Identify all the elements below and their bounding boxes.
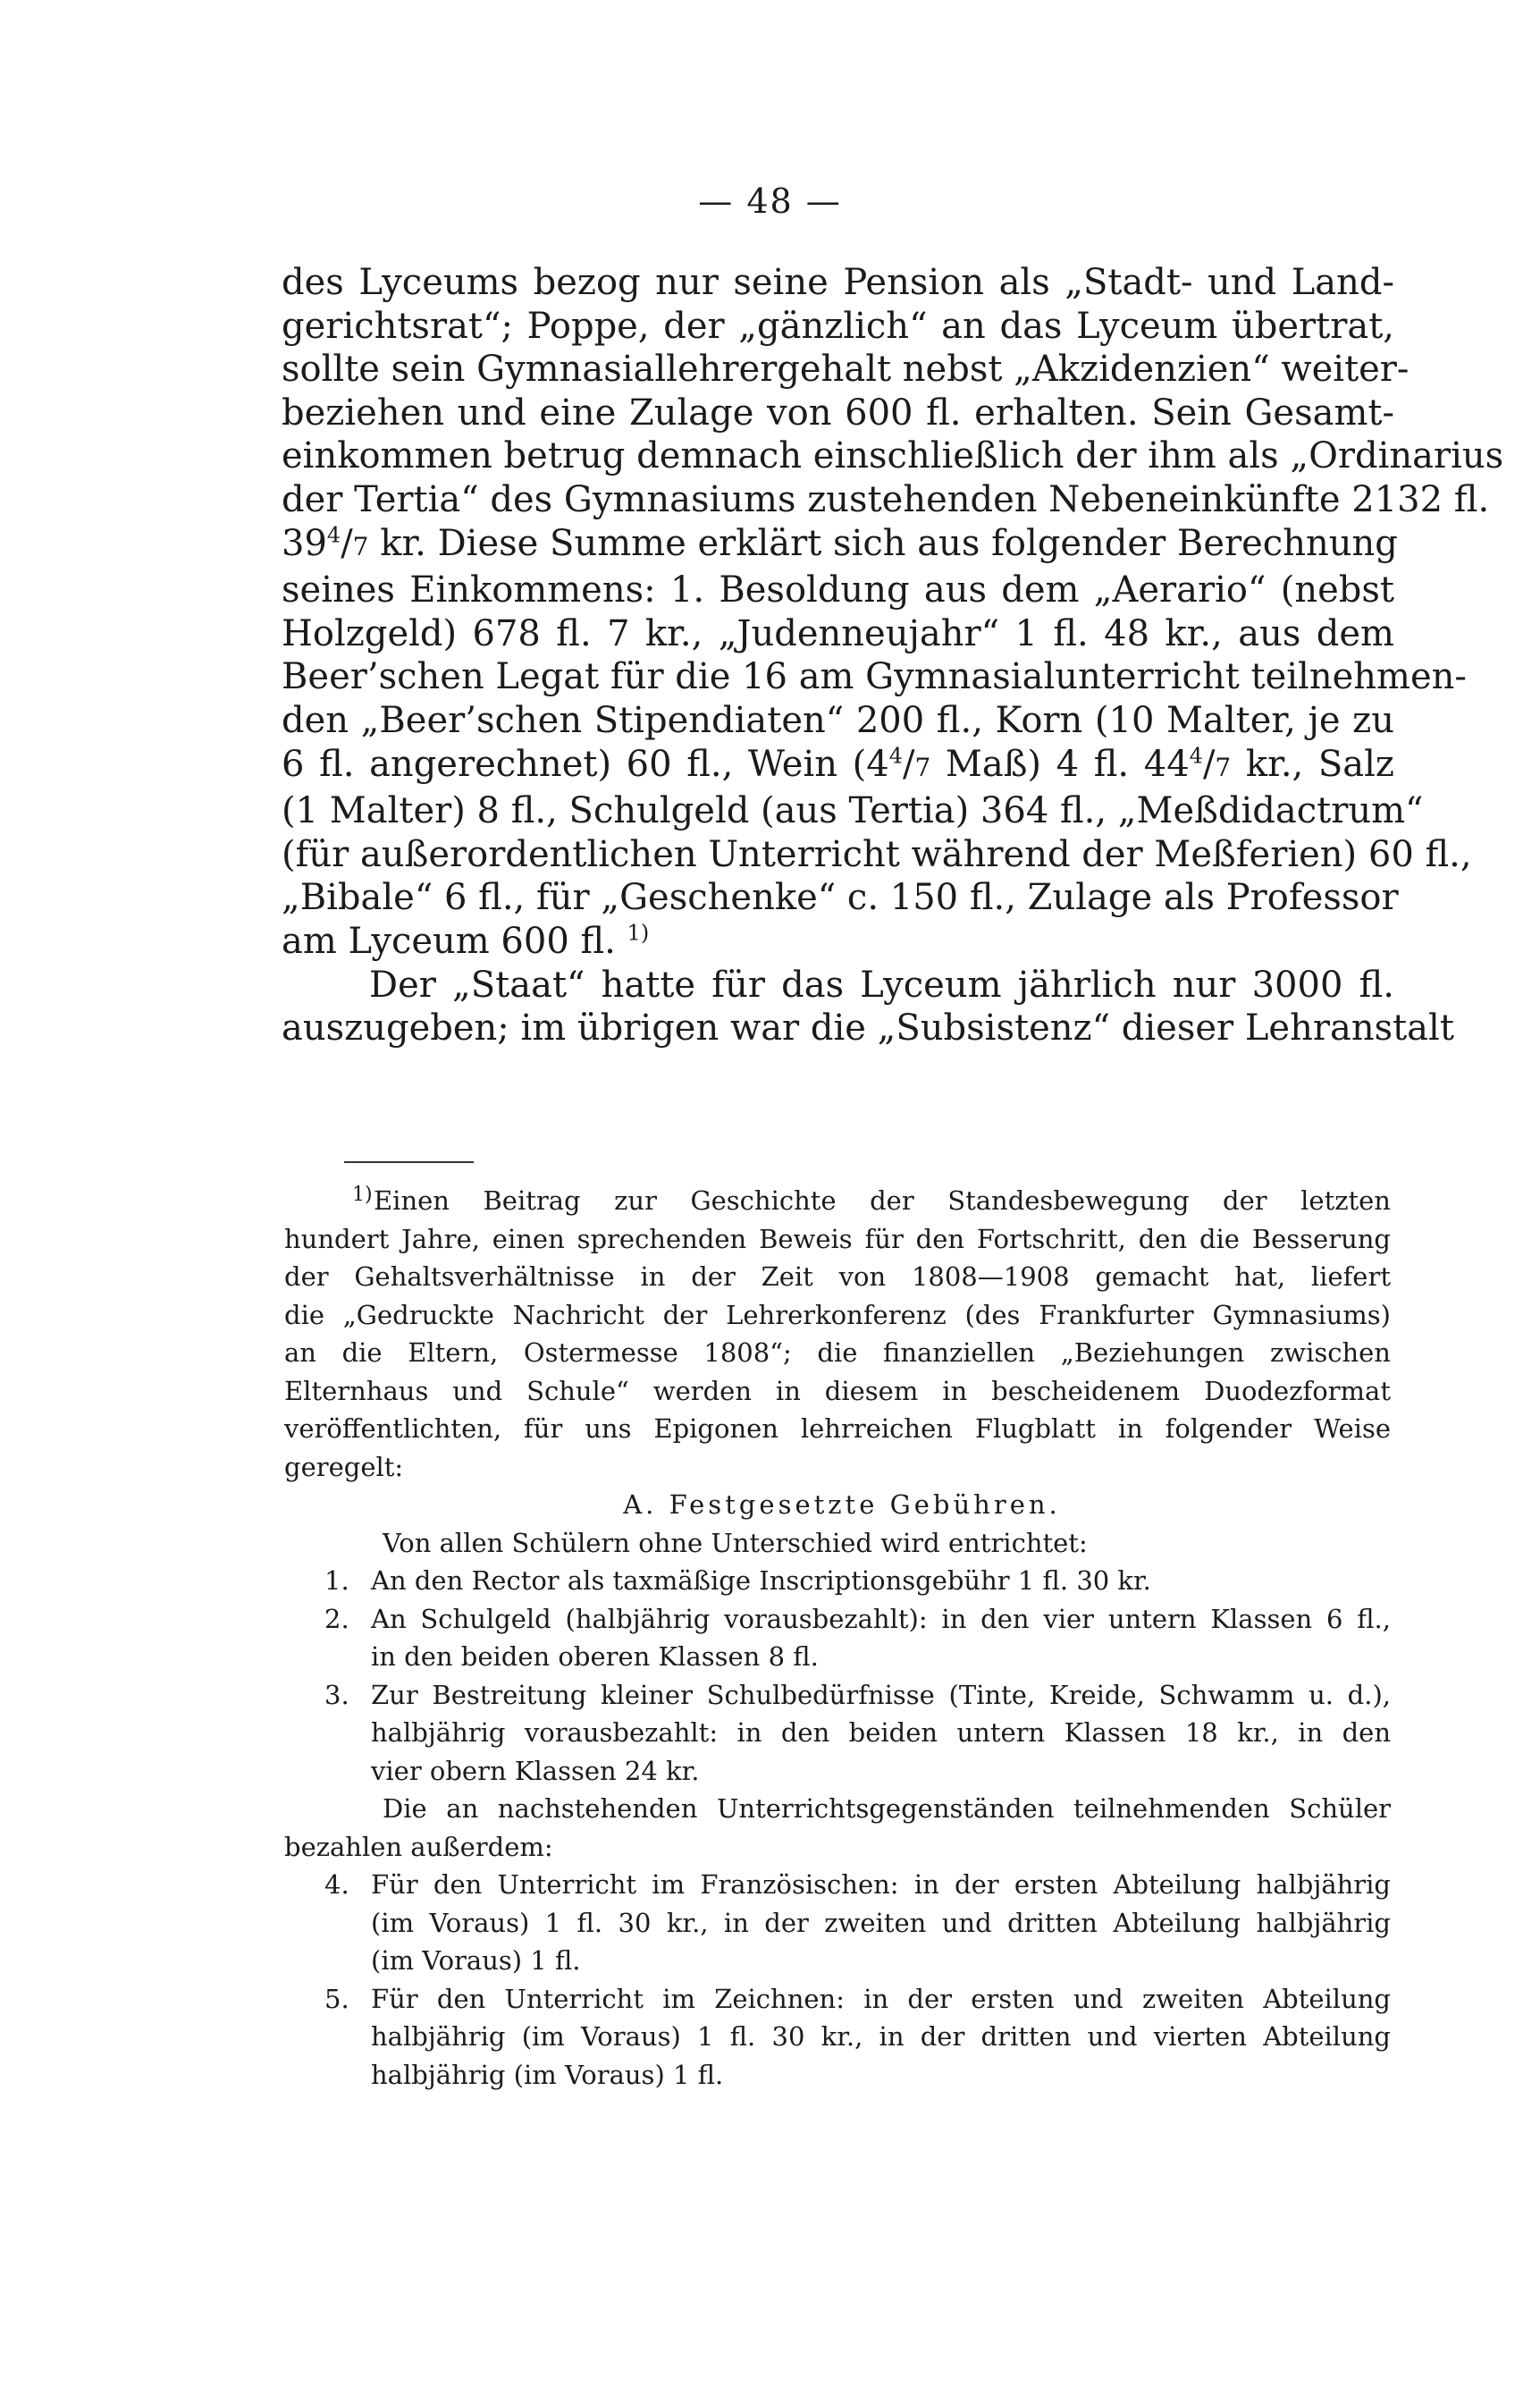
fee-item-line: An den Rector als taxmäßige Inscriptionsgebühr 1 fl. 30 kr. <box>371 1565 1151 1596</box>
footnote-line: Elternhaus und Schule“ werden in diesem in bescheidenem Duodezformat <box>284 1375 1391 1406</box>
footnote-rule <box>344 1161 474 1163</box>
main-line: beziehen und eine Zulage von 600 fl. erhalten. Sein Gesamt- <box>282 392 1394 434</box>
fee-item-line: (im Voraus) 1 fl. 30 kr., in der zweiten und dritten Abteilung halbjährig <box>371 1907 1391 1938</box>
fee-item-line: Für den Unterricht im Französischen: in der ersten Abteilung halbjährig <box>371 1869 1391 1900</box>
main-line: 6 fl. angerechnet) 60 fl., Wein ($4^4/7$ Maß) 4 fl. $44^4/7$ kr., Salz <box>282 743 1395 785</box>
footnote-line: an die Eltern, Ostermesse 1808“; die finanziellen „Beziehungen zwischen <box>284 1337 1391 1368</box>
fee-item-line: Zur Bestreitung kleiner Schulbedürfnisse (Tinte, Kreide, Schwamm u. d.), <box>371 1679 1391 1710</box>
fee-item-line: in den beiden oberen Klassen 8 fl. <box>371 1641 819 1672</box>
footnote-lead: Von allen Schülern ohne Unterschied wird entrichtet: <box>383 1527 1088 1558</box>
main-line: sollte sein Gymnasiallehrergehalt nebst „Akzidenzien“ weiter- <box>282 349 1410 391</box>
main-line: Der „Staat“ hatte für das Lyceum jährlich nur 3000 fl. <box>369 964 1394 1006</box>
fee-item-line: vier obern Klassen 24 kr. <box>371 1755 700 1786</box>
footnote-line: die „Gedruckte Nachricht der Lehrerkonferenz (des Frankfurter Gymnasiums) <box>284 1299 1391 1330</box>
fee-item-line: (im Voraus) 1 fl. <box>371 1945 581 1976</box>
main-line: einkommen betrug demnach einschließlich der ihm als „Ordinarius <box>282 435 1504 477</box>
main-line: Beer’schen Legat für die 16 am Gymnasialunterricht teilnehmen- <box>282 656 1467 698</box>
footnote-heading: A. Festgesetzte Gebühren. <box>623 1489 1061 1520</box>
fee-item-number: 3. <box>324 1679 349 1710</box>
footnote-line: 1) Einen Beitrag zur Geschichte der Standesbewegung der letzten <box>284 1182 1391 1220</box>
main-line: $39^4/7$ kr. Diese Summe erklärt sich aus folgender Berechnung <box>282 522 1398 564</box>
fee-item-line: halbjährig (im Voraus) 1 fl. <box>371 2059 724 2090</box>
footnote-line: hundert Jahre, einen sprechenden Beweis für den Fortschritt, den die Besserung <box>284 1223 1391 1254</box>
fee-item-number: 5. <box>324 1983 349 2014</box>
main-line: gerichtsrat“; Poppe, der „gänzlich“ an das Lyceum übertrat, <box>282 305 1394 347</box>
fee-item-line: halbjährig vorausbezahlt: in den beiden untern Klassen 18 kr., in den <box>371 1717 1391 1748</box>
main-line: seines Einkommens: 1. Besoldung aus dem „Aerario“ (nebst <box>282 569 1394 611</box>
fee-item <box>284 1676 1391 1791</box>
main-line: auszugeben; im übrigen war die „Subsistenz“ dieser Lehranstalt <box>282 1008 1454 1050</box>
fee-item <box>284 1980 1391 2095</box>
footnote-line: geregelt: <box>284 1451 404 1482</box>
main-line: (für außerordentlichen Unterricht während der Meßferien) 60 fl., <box>282 833 1472 875</box>
fee-item <box>284 1600 1391 1676</box>
fee-item-number: 4. <box>324 1869 349 1900</box>
fee-item-number: 2. <box>324 1603 349 1634</box>
page-number: — 48 — <box>698 181 842 221</box>
fee-item-line: An Schulgeld (halbjährig vorausbezahlt): in den vier untern Klassen 6 fl., <box>371 1603 1391 1634</box>
main-line: des Lyceums bezog nur seine Pension als „Stadt- und Land- <box>282 262 1394 303</box>
footnote-line: veröffentlichten, für uns Epigonen lehrreichen Flugblatt in folgender Weise <box>284 1413 1391 1444</box>
main-line: am Lyceum 600 fl. $^{1)}$ <box>282 920 650 962</box>
fee-item-line: Für den Unterricht im Zeichnen: in der ersten und zweiten Abteilung <box>371 1983 1391 2014</box>
main-line: „Bibale“ 6 fl., für „Geschenke“ c. 150 fl., Zulage als Professor <box>282 877 1399 919</box>
fee-item-line: halbjährig (im Voraus) 1 fl. 30 kr., in der dritten und vierten Abteilung <box>371 2021 1391 2052</box>
fee-item <box>284 1866 1391 1980</box>
footnote-line: bezahlen außerdem: <box>284 1831 553 1862</box>
footnote <box>284 1182 1391 2094</box>
footnote-line: Die an nachstehenden Unterrichtsgegenständen teilnehmenden Schüler <box>383 1793 1391 1824</box>
main-line: der Tertia“ des Gymnasiums zustehenden Nebeneinkünfte 2132 fl. <box>282 478 1490 520</box>
fee-item-number: 1. <box>324 1565 349 1596</box>
footnote-marker: 1) <box>352 1184 373 1206</box>
main-line: Holzgeld) 678 fl. 7 kr., „Judenneujahr“ 1 fl. 48 kr., aus dem <box>282 612 1394 654</box>
main-line: (1 Malter) 8 fl., Schulgeld (aus Tertia) 364 fl., „Meßdidactrum“ <box>282 790 1424 832</box>
main-line: den „Beer’schen Stipendiaten“ 200 fl., Korn (10 Malter, je zu <box>282 699 1394 741</box>
main-text-block <box>282 261 1504 1050</box>
fee-item <box>284 1562 1391 1600</box>
footnote-line: der Gehaltsverhältnisse in der Zeit von 1808—1908 gemacht hat, liefert <box>284 1261 1391 1292</box>
